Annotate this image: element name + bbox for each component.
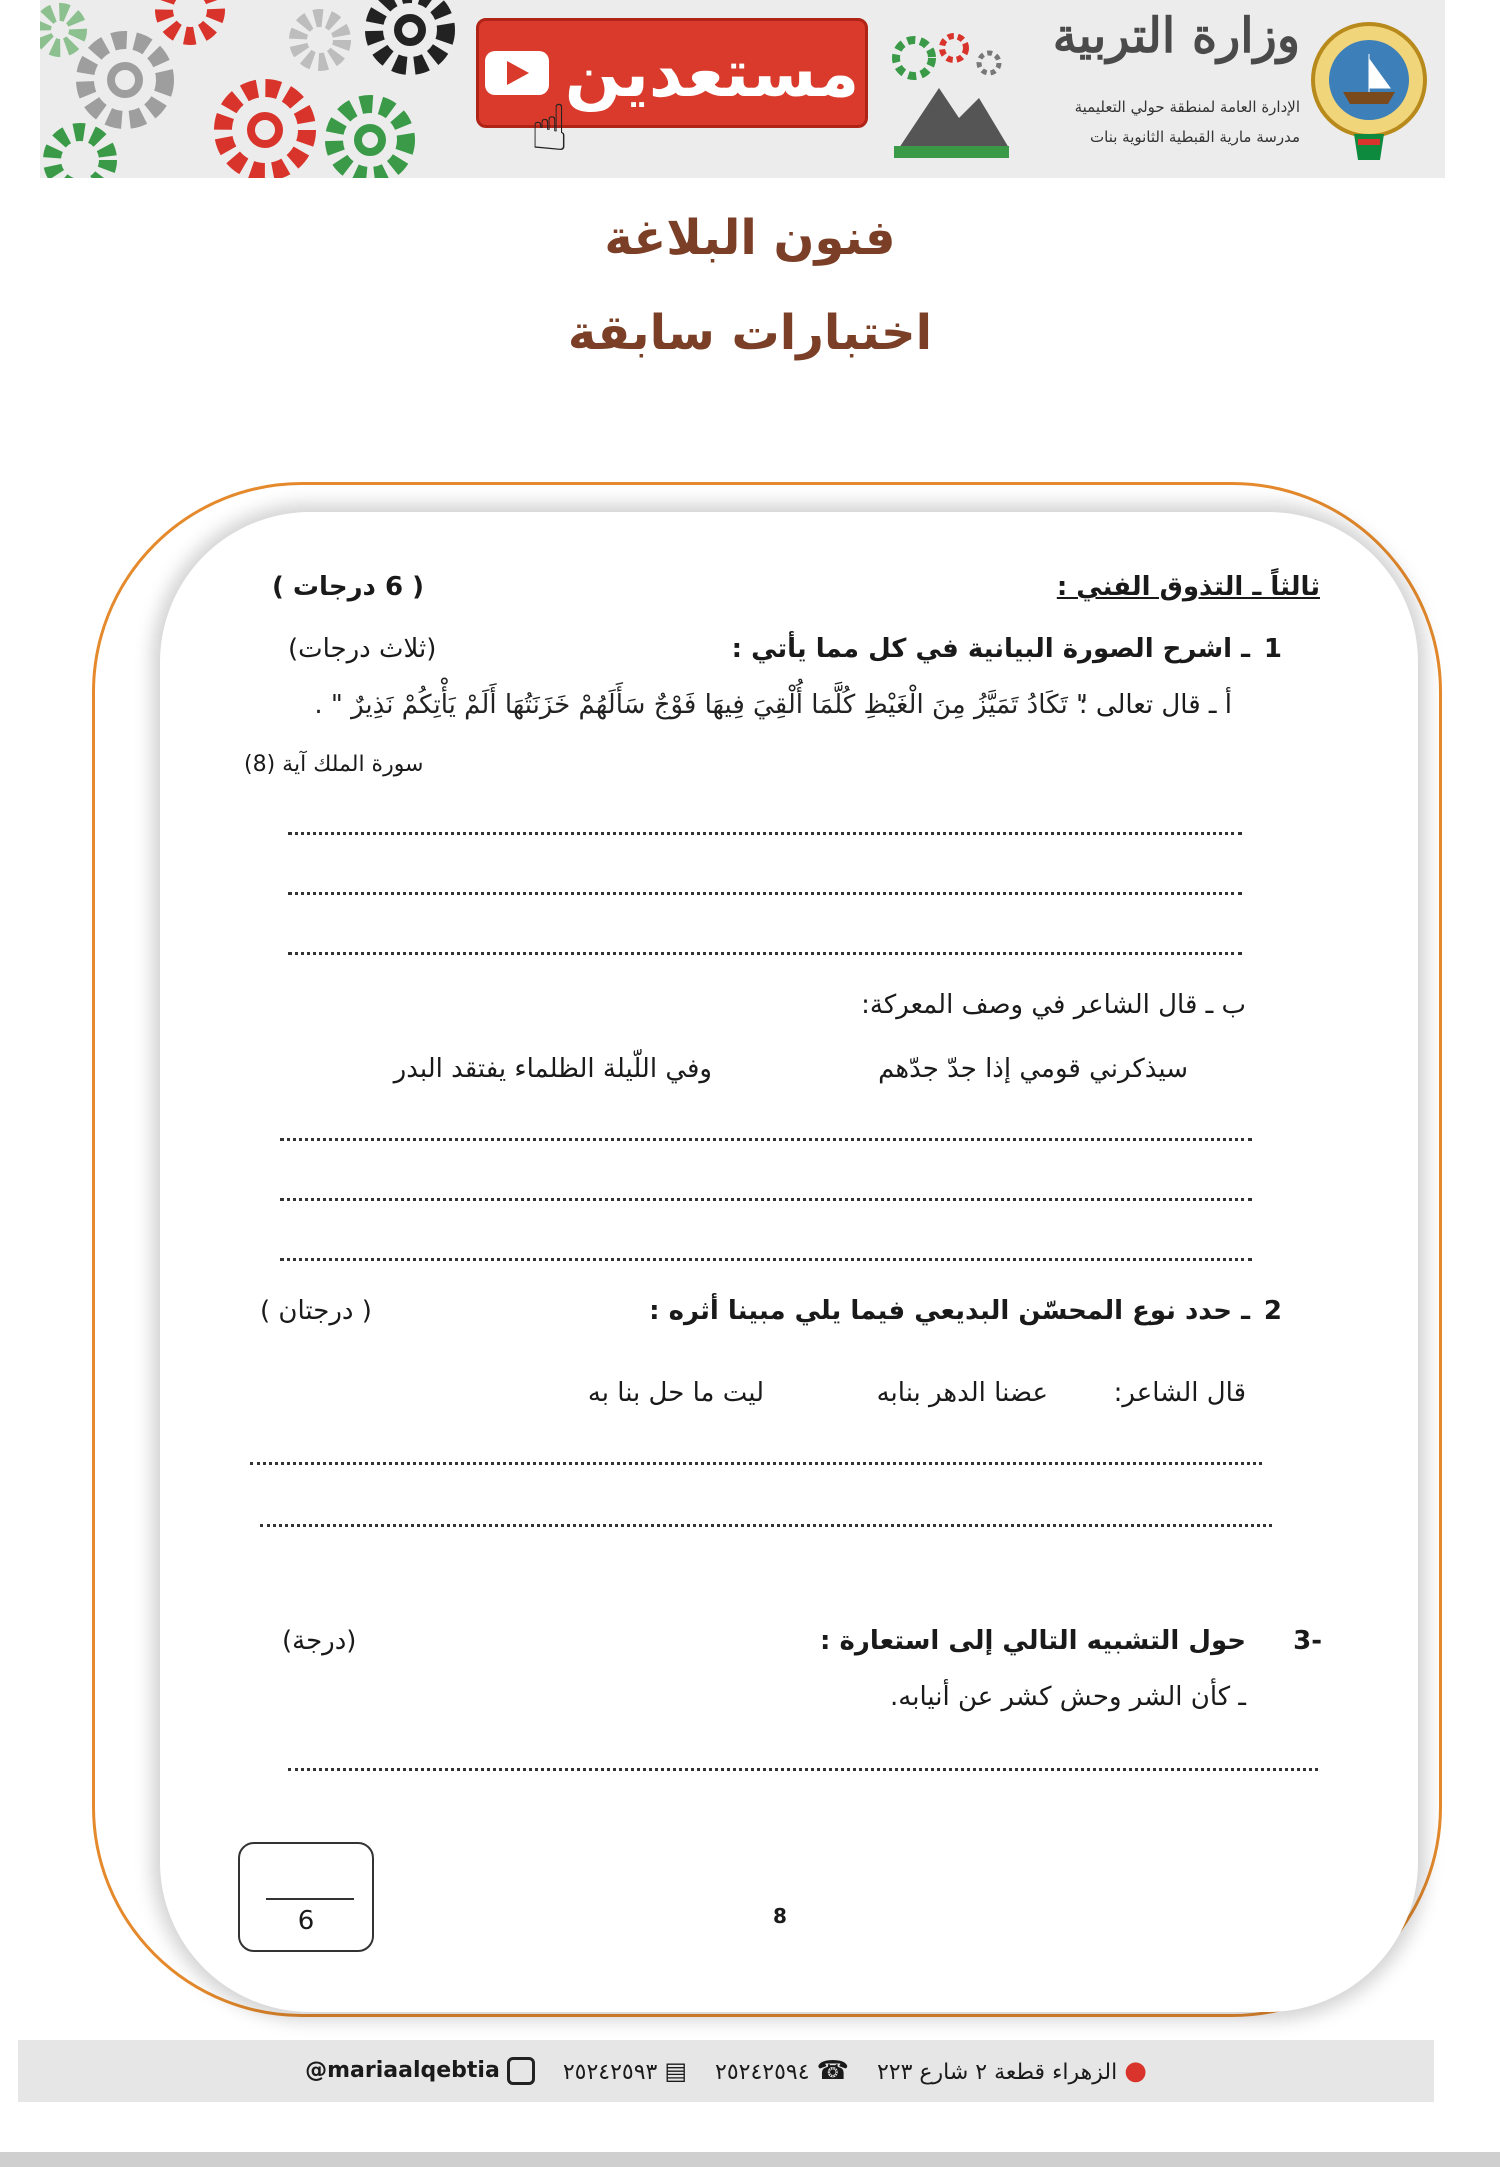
exam-paper xyxy=(160,512,1418,2012)
answer-line[interactable] xyxy=(280,1138,1252,1141)
question-3-number: -3 xyxy=(1293,1626,1322,1656)
q1a-reference: سورة الملك آية (8) xyxy=(244,752,424,777)
youtube-play-icon xyxy=(485,51,549,95)
ministry-name: وزارة التربية xyxy=(1052,8,1300,64)
fax-number: ٢٥٢٤٢٥٩٣ xyxy=(562,2060,658,2085)
instagram-handle[interactable]: @mariaalqebtia xyxy=(305,2058,500,2083)
q2-verse-second-half: ليت ما حل بنا به xyxy=(587,1378,764,1408)
q2-poet-label: قال الشاعر: xyxy=(1113,1378,1246,1408)
youtube-label: مستعدين xyxy=(564,34,860,112)
gears-decoration xyxy=(40,0,460,178)
kuwait-emblem-icon xyxy=(1308,14,1430,164)
answer-line[interactable] xyxy=(260,1524,1272,1527)
answer-line[interactable] xyxy=(288,1768,1318,1771)
answer-line[interactable] xyxy=(288,952,1242,955)
question-2-marks: ( درجتان ) xyxy=(260,1296,372,1326)
q1b-verse-second-half: وفي اللّيلة الظلماء يفتقد البدر xyxy=(393,1054,712,1084)
question-1-marks: (ثلاث درجات) xyxy=(288,634,437,664)
answer-line[interactable] xyxy=(288,892,1242,895)
section-title: ثالثاً ـ التذوق الفني : xyxy=(1056,572,1320,602)
question-2-text: ـ حدد نوع المحسّن البديعي فيما يلي مبينا أثره : xyxy=(649,1296,1250,1326)
answer-line[interactable] xyxy=(280,1198,1252,1201)
score-blank-line[interactable] xyxy=(266,1898,354,1900)
telephone-icon: ☎ xyxy=(816,2056,849,2086)
q3-sentence: ـ كأن الشر وحش كشر عن أنيابه. xyxy=(890,1682,1246,1712)
page-number: 8 xyxy=(773,1904,787,1928)
instagram-icon xyxy=(507,2057,535,2085)
instagram-group[interactable] xyxy=(305,2057,535,2085)
education-region: الإدارة العامة لمنطقة حولي التعليمية xyxy=(1074,98,1300,116)
q1b-label: ب ـ قال الشاعر في وصف المعركة: xyxy=(861,990,1246,1020)
phone-group xyxy=(715,2056,849,2086)
question-3-text: حول التشبيه التالي إلى استعارة : xyxy=(820,1626,1246,1656)
fax-group xyxy=(563,2057,687,2085)
location-pin-icon: ● xyxy=(1124,2056,1147,2086)
page-subtitle: اختبارات سابقة xyxy=(567,305,933,361)
q1a-verse: " تَكَادُ تَمَيَّزُ مِنَ الْغَيْظِ كُلَّمَا أُلْقِيَ فِيهَا فَوْجٌ سَأَلَهُمْ خَزَنَتُهَا أَلَمْ يَأْتِكُمْ نَذِيرٌ " . xyxy=(314,690,1088,720)
page-title: فنون البلاغة xyxy=(604,210,896,266)
q1b-verse-first-half: سيذكرني قومي إذا جدّ جدّهم xyxy=(878,1054,1188,1084)
phone-number: ٢٥٢٤٢٥٩٤ xyxy=(715,2060,810,2085)
question-1-text: ـ اشرح الصورة البيانية في كل مما يأتي : xyxy=(731,634,1250,664)
q2-verse-first-half: عضنا الدهر بنابه xyxy=(876,1378,1048,1408)
fax-icon: ▤ xyxy=(664,2057,688,2085)
question-2-number: 2 xyxy=(1263,1296,1282,1326)
q1a-label: أ ـ قال تعالى : xyxy=(1078,690,1232,720)
answer-line[interactable] xyxy=(250,1462,1262,1465)
answer-line[interactable] xyxy=(280,1258,1252,1261)
address-group xyxy=(877,2056,1147,2086)
address: الزهراء قطعة ٢ شارع ٢٢٣ xyxy=(876,2060,1118,2085)
section-marks: ( 6 درجات ) xyxy=(272,572,424,602)
question-1-number: 1 xyxy=(1263,634,1282,664)
pointer-hand-icon: ☝ xyxy=(530,92,569,166)
score-total: 6 xyxy=(297,1906,315,1936)
footer-contact-bar xyxy=(18,2040,1434,2102)
answer-line[interactable] xyxy=(288,832,1242,835)
bottom-bar xyxy=(0,2152,1500,2167)
school-name: مدرسة مارية القبطية الثانوية بنات xyxy=(1090,128,1300,146)
question-3-marks: (درجة) xyxy=(282,1626,357,1656)
